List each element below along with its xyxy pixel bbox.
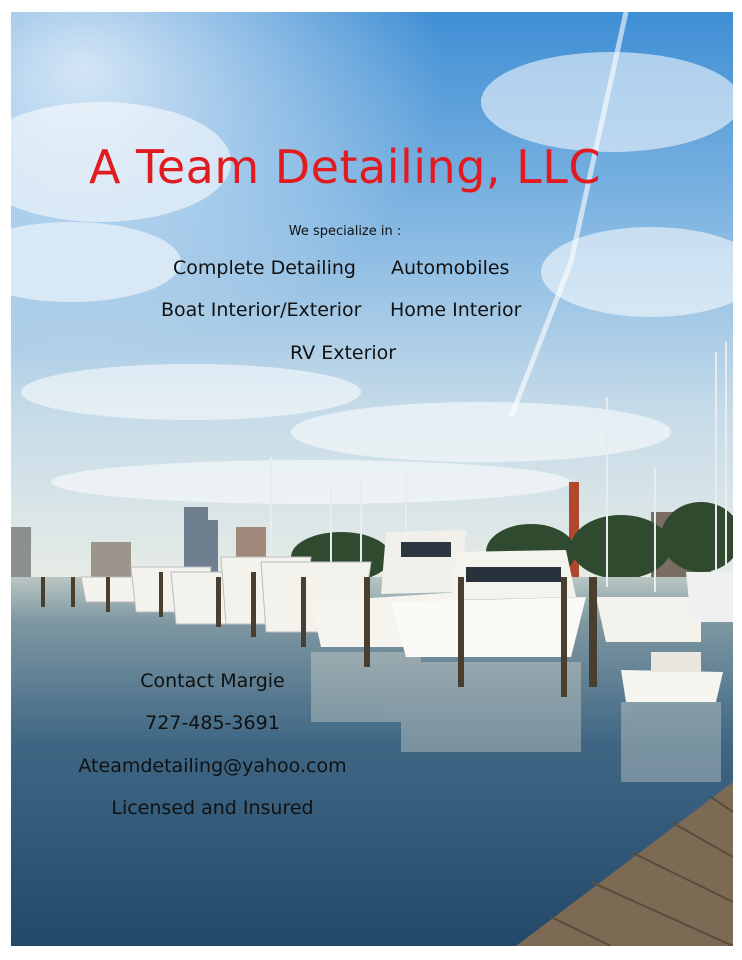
contact-phone: 727-485-3691 bbox=[145, 712, 280, 734]
contact-name: Contact Margie bbox=[140, 670, 285, 692]
company-title: A Team Detailing, LLC bbox=[88, 140, 602, 194]
service-rv-exterior: RV Exterior bbox=[290, 342, 397, 364]
contact-email: Ateamdetailing@yahoo.com bbox=[78, 755, 347, 777]
service-home-interior: Home Interior bbox=[390, 299, 522, 321]
service-automobiles: Automobiles bbox=[391, 257, 510, 279]
service-boat-interior-exterior: Boat Interior/Exterior bbox=[161, 299, 362, 321]
service-complete-detailing: Complete Detailing bbox=[173, 257, 356, 279]
specialize-intro: We specialize in : bbox=[288, 224, 402, 239]
license-note: Licensed and Insured bbox=[111, 797, 314, 819]
